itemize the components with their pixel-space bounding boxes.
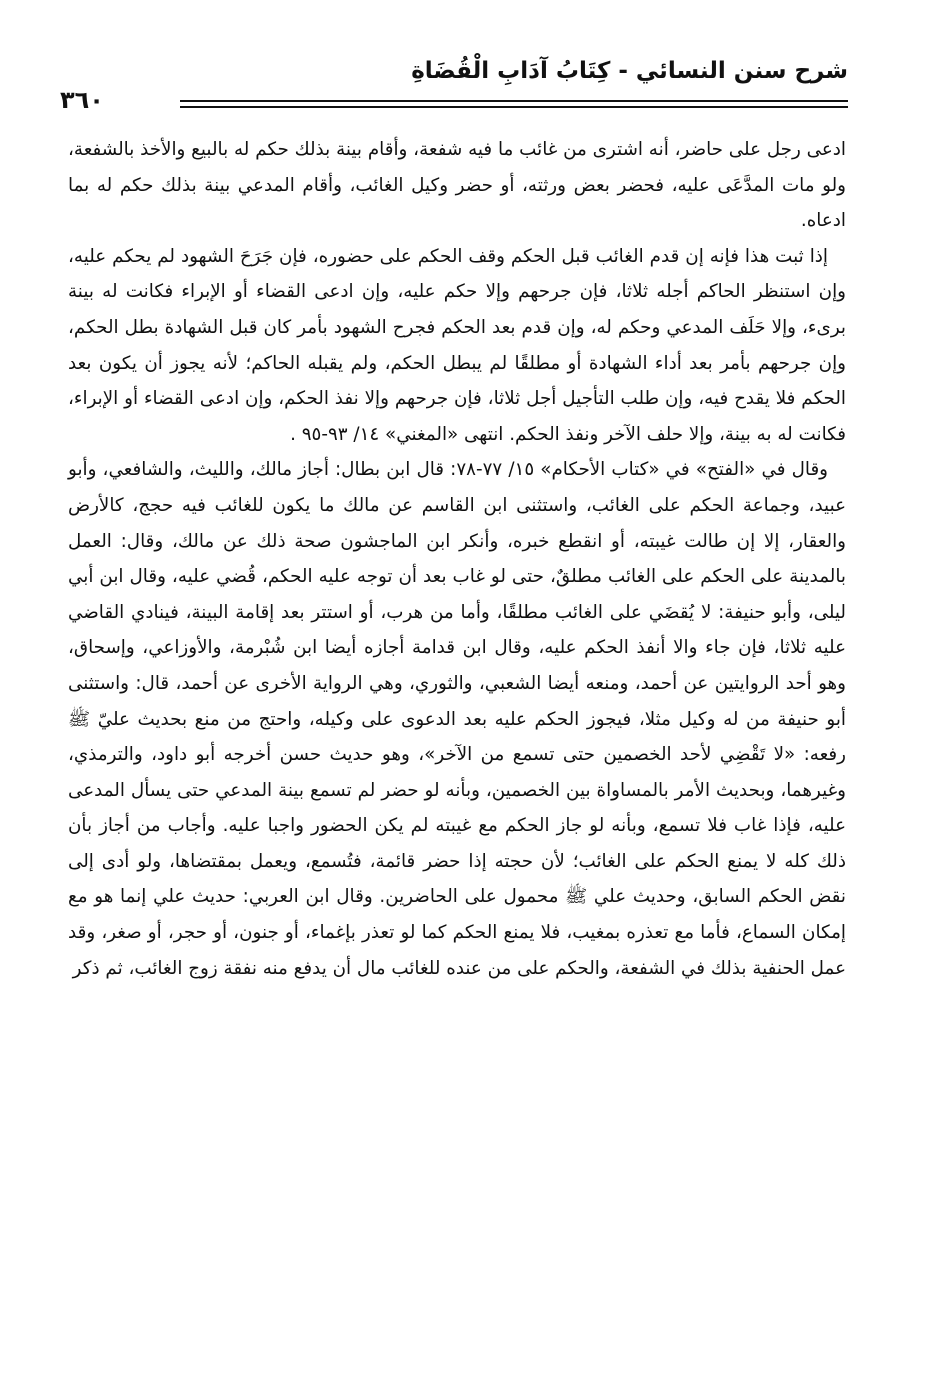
header-rule-top <box>180 100 848 102</box>
body-text <box>68 132 846 986</box>
paragraph: إذا ثبت هذا فإنه إن قدم الغائب قبل الحكم وقف الحكم على حضوره، فإن جَرَحَ الشهود لم يحكم عليه، وإن استنظر الحاكم أجله ثلاثا، فإن جرحهم وإلا حكم عليه، وإن ادعى القضاء أو الإبراء فكانت له بينة برىء، وإلا حَلَف المدعي وحكم له، وإن قدم بعد الحكم فجرح الشهود بأمر كان قبل الشهادة بطل الحكم، وإن جرحهم بأمر بعد أداء الشهادة أو مطلقًا لم يبطل الحكم، ولم يقبله الحاكم؛ لأنه يجوز أن يكون بعد الحكم فلا يقدح فيه، وإن طلب التأجيل أجل ثلاثا، فإن جرحهم وإلا نفذ الحكم، وإن ادعى القضاء أو الإبراء، فكانت له به بينة، وإلا حلف الآخر ونفذ الحكم. انتهى «المغني» ١٤/ ٩٣-٩٥ . <box>68 245 846 445</box>
page-number: ٣٦٠ <box>60 86 110 114</box>
header-rule-bottom <box>180 106 848 108</box>
paragraph: وقال في «الفتح» في «كتاب الأحكام» ١٥/ ٧٧-٧٨: قال ابن بطال: أجاز مالك، والليث، والشافعي، وأبو عبيد، وجماعة الحكم على الغائب، واستثنى ابن القاسم عن مالك ما يكون للغائب فيه حجج، كالأرض والعقار، إلا إن طالت غيبته، أو انقطع خبره، وأنكر ابن الماجشون صحة ذلك عن مالك، وقال: العمل بالمدينة على الحكم على الغائب مطلقٌ، حتى لو غاب بعد أن توجه عليه الحكم، قُضي عليه، وقال ابن أبي ليلى، وأبو حنيفة: لا يُقضَي على الغائب مطلقًا، وأما من هرب، أو استتر بعد إقامة البينة، فينادي القاضي عليه ثلاثا، فإن جاء والا أنفذ الحكم عليه، وقال ابن قدامة أجازه أيضا ابن شُبْرمة، والأوزاعي، وإسحاق، وهو أحد الروايتين عن أحمد، ومنعه أيضا الشعبي، والثوري، وهي الرواية الأخرى عن أحمد، قال: واستثنى أبو حنيفة من له وكيل مثلا، فيجوز الحكم عليه بعد الدعوى على وكيله، واحتج من منع بحديث عليّ ﷺ رفعه: «لا تَقْضِي لأحد الخصمين حتى تسمع من الآخر»، وهو حديث حسن أخرجه أبو داود، والترمذي، وغيرهما، وبحديث الأمر بالمساواة بين الخصمين، وبأنه لو حضر لم تسمع بينة المدعي حتى يسأل المدعى عليه، فإذا غاب فلا تسمع، وبأنه لو جاز الحكم مع غيبته لم يكن الحضور واجبا عليه. وأجاب من أجاز بأن ذلك كله لا يمنع الحكم على الغائب؛ لأن حجته إذا حضر قائمة، فتُسمع، ويعمل بمقتضاها، ولو أدى إلى نقض الحكم السابق، وحديث علي ﷺ محمول على الحاضرين. وقال ابن العربي: حديث علي إنما هو مع إمكان السماع، فأما مع تعذره بمغيب، فلا يمنع الحكم كما لو تعذر بإغماء، أو جنون، أو حجر، أو صغر، وقد عمل الحنفية بذلك في الشفعة، والحكم على من عنده للغائب مال أن يدفع منه نفقة زوج الغائب، ثم ذكر <box>68 459 846 979</box>
running-title: شرح سنن النسائي - كِتَابُ آدَابِ الْقُضَاةِ <box>411 58 848 84</box>
paragraph: ادعى رجل على حاضر، أنه اشترى من غائب ما فيه شفعة، وأقام بينة بذلك حكم له بالبيع والأخذ بالشفعة، ولو مات المدَّعَى عليه، فحضر بعض ورثته، أو حضر وكيل الغائب، وأقام المدعي بينة بذلك حكم له بما ادعاه. <box>68 139 846 232</box>
page-header <box>60 58 848 118</box>
